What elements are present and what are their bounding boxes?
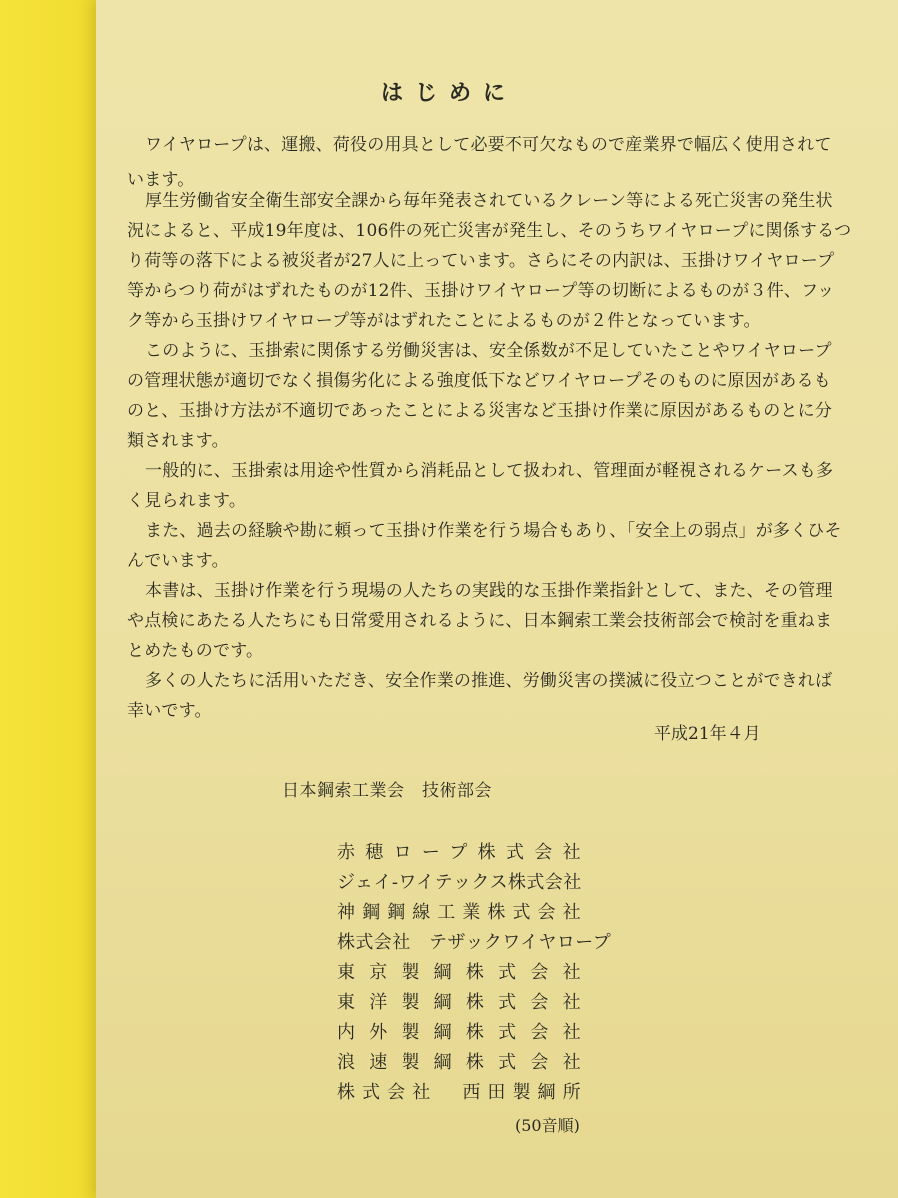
paragraph-line: また、過去の経験や勘に頼って玉掛け作業を行う場合もあり、「安全上の弱点」が多くひそ — [145, 521, 842, 541]
company-name: ジェイ-ワイテックス株式会社 — [337, 872, 582, 893]
company-name: 株式会社 テザックワイヤロープ — [337, 932, 612, 953]
paragraph-line: 等からつり荷がはずれたものが12件、玉掛けワイヤロープ等の切断によるものが３件、フッ — [127, 281, 835, 301]
paragraph-line: 況によると、平成19年度は、106件の死亡災害が発生し、そのうちワイヤロープに関係するつ — [127, 221, 852, 241]
paragraph-line: んでいます。 — [127, 551, 229, 571]
paragraph-line: ク等から玉掛けワイヤロープ等がはずれたことによるものが２件となっています。 — [127, 311, 761, 331]
company-name: 赤穂ロープ株式会社 — [337, 842, 581, 863]
organization-name: 日本鋼索工業会 技術部会 — [282, 781, 492, 801]
paragraph-line: の管理状態が適切でなく損傷劣化による強度低下などワイヤロープそのものに原因があるも — [127, 371, 831, 391]
company-name: 東京製綱株式会社 — [337, 962, 581, 983]
paragraph-line: く見られます。 — [127, 491, 247, 511]
company-name: 東洋製綱株式会社 — [337, 992, 581, 1013]
paragraph-line: や点検にあたる人たちにも日常愛用されるように、日本鋼索工業会技術部会で検討を重ねま — [127, 611, 833, 631]
paragraph-line: のと、玉掛け方法が不適切であったことによる災害など玉掛け作業に原因があるものとに分 — [127, 401, 833, 421]
paragraph-line: ワイヤロープは、運搬、荷役の用具として必要不可欠なもので産業界で幅広く使用されて — [145, 135, 832, 155]
company-name: 神鋼鋼線工業株式会社 — [337, 902, 581, 923]
company-name: 浪速製綱株式会社 — [337, 1052, 581, 1073]
paragraph-line: 厚生労働省安全衛生部安全課から毎年発表されているクレーン等による死亡災害の発生状 — [145, 191, 833, 211]
paragraph-line: 幸いです。 — [127, 701, 212, 721]
yellow-background-strip — [0, 0, 108, 1198]
company-name: 内外製綱株式会社 — [337, 1022, 581, 1043]
paragraph-line: います。 — [127, 170, 195, 190]
page-title: はじめに — [380, 80, 517, 106]
paragraph-line: 多くの人たちに活用いただき、安全作業の推進、労働災害の撲滅に役立つことができれば — [145, 671, 833, 691]
date: 平成21年４月 — [654, 724, 761, 744]
paragraph-line: り荷等の落下による被災者が27人に上っています。さらにその内訳は、玉掛けワイヤロープ — [127, 251, 835, 271]
paragraph-line: とめたものです。 — [127, 641, 264, 661]
paragraph-line: 本書は、玉掛け作業を行う現場の人たちの実践的な玉掛作業指針として、また、その管理 — [145, 581, 833, 601]
paragraph-line: 一般的に、玉掛索は用途や性質から消耗品として扱われ、管理面が軽視されるケースも多 — [145, 461, 834, 481]
paragraph-line: このように、玉掛索に関係する労働災害は、安全係数が不足していたことやワイヤロープ — [145, 341, 832, 361]
company-name: 株式会社 西田製綱所 — [337, 1082, 581, 1103]
order-note: (50音順) — [515, 1116, 580, 1135]
paragraph-line: 類されます。 — [127, 431, 229, 451]
